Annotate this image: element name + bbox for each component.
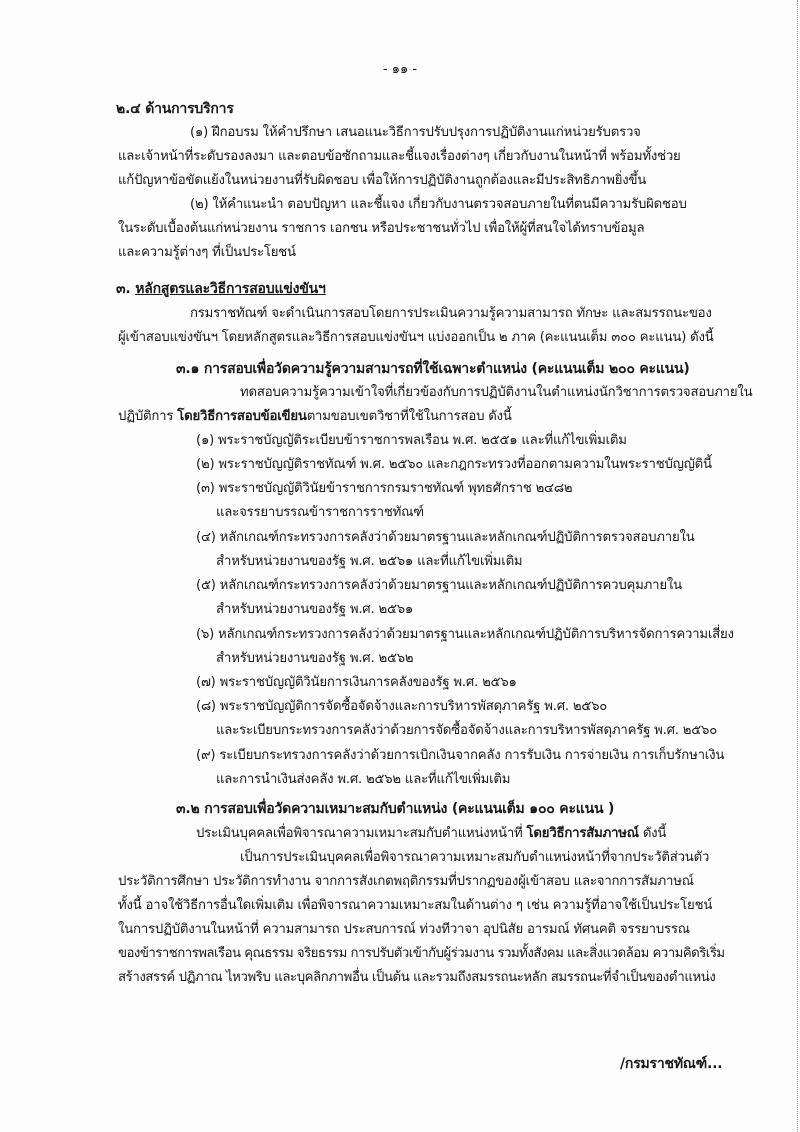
section-3-2-body-line2: ประวัติการศึกษา ประวัติการทำงาน จากการสังเกตพฤติกรรมที่ปรากฏของผู้เข้าสอบ และจากการสัมภาษณ์ (118, 874, 694, 889)
exam-subject-4: (๔) หลักเกณฑ์กระทรวงการคลังว่าด้วยมาตรฐานและหลักเกณฑ์ปฏิบัติการตรวจสอบภายใน (196, 530, 695, 545)
section-2-4-item2-line2: ในระดับเบื้องต้นแก่หน่วยงาน ราชการ เอกชน หรือประชาชนทั่วไป เพื่อให้ผู้ที่สนใจได้ทราบข้อมูล (118, 221, 645, 236)
section-3-intro-line1: กรมราชทัณฑ์ จะดำเนินการสอบโดยการประเมินความรู้ความสามารถ ทักษะ และสมรรถนะของ (190, 306, 712, 321)
written-exam-method: โดยวิธีการสอบข้อเขียน (177, 409, 307, 424)
section-3-2-intro (196, 825, 666, 843)
section-3-1-intro-line2 (118, 408, 512, 426)
exam-subject-7: (๗) พระราชบัญญัติวินัยการเงินการคลังของรัฐ พ.ศ. ๒๕๖๑ (196, 675, 517, 690)
exam-subject-2: (๒) พระราชบัญญัติราชทัณฑ์ พ.ศ. ๒๕๖๐ และกฎกระทรวงที่ออกตามความในพระราชบัญญัตินี้ (196, 457, 712, 472)
page-edge-divider (797, 0, 798, 1132)
exam-subject-9: (๙) ระเบียบกระทรวงการคลังว่าด้วยการเบิกเงินจากคลัง การรับเงิน การจ่ายเงิน การเก็บรักษาเงิน (196, 748, 725, 763)
section-3-2-heading: ๓.๒ การสอบเพื่อวัดความเหมาะสมกับตำแหน่ง (คะแนนเต็ม ๑๐๐ คะแนน ) (176, 801, 615, 817)
section-3-1-intro-line1: ทดสอบความรู้ความเข้าใจที่เกี่ยวข้องกับการปฏิบัติงานในตำแหน่งนักวิชาการตรวจสอบภายใน (240, 385, 753, 400)
exam-subject-6: (๖) หลักเกณฑ์กระทรวงการคลังว่าด้วยมาตรฐานและหลักเกณฑ์ปฏิบัติการบริหารจัดการความเสี่ยง (196, 627, 734, 642)
exam-subject-6-cont: สำหรับหน่วยงานของรัฐ พ.ศ. ๒๕๖๒ (216, 651, 414, 666)
section-2-4-item1-line2: และเจ้าหน้าที่ระดับรองลงมา และตอบข้อซักถามและชี้แจงเรื่องต่างๆ เกี่ยวกับงานในหน้าที่ พร้อมทั้งช่วย (118, 149, 681, 164)
section-3-2-body-line3: ทั้งนี้ อาจใช้วิธีการอื่นใดเพิ่มเติม เพื่อพิจารณาความเหมาะสมในด้านต่าง ๆ เช่น ความรู้ที่อาจใช้เป็นประโยชน์ (118, 898, 713, 913)
exam-subject-1: (๑) พระราชบัญญัติระเบียบข้าราชการพลเรือน พ.ศ. ๒๕๕๑ และที่แก้ไขเพิ่มเติม (196, 433, 627, 448)
continuation-marker: /กรมราชทัณฑ์... (620, 1056, 723, 1072)
section-2-4-item1-line3: แก้ปัญหาข้อขัดแย้งในหน่วยงานที่รับผิดชอบ เพื่อให้การปฏิบัติงานถูกต้องและมีประสิทธิภาพยิ่งขึ้น (118, 173, 647, 188)
exam-subject-8: (๘) พระราชบัญญัติการจัดซื้อจัดจ้างและการบริหารพัสดุภาครัฐ พ.ศ. ๒๕๖๐ (196, 699, 608, 714)
section-3-title: หลักสูตรและวิธีการสอบแข่งขันฯ (135, 281, 326, 297)
section-2-4-item2-line3: และความรู้ต่างๆ ที่เป็นประโยชน์ (118, 245, 296, 260)
intro-prefix: ปฏิบัติการ (118, 409, 178, 424)
section-3-1-heading: ๓.๑ การสอบเพื่อวัดความรู้ความสามารถที่ใช้เฉพาะตำแหน่ง (คะแนนเต็ม ๒๐๐ คะแนน) (176, 361, 690, 377)
intro-prefix: ประเมินบุคคลเพื่อพิจารณาความเหมาะสมกับตำแหน่งหน้าที่ (196, 826, 527, 841)
interview-method: โดยวิธีการสัมภาษณ์ (526, 826, 639, 841)
section-3-2-body-line6: สร้างสรรค์ ปฏิภาณ ไหวพริบ และบุคลิกภาพอื่น เป็นต้น และรวมถึงสมรรถนะหลัก สมรรถนะที่จำเป็นของตำแหน่ง (118, 970, 716, 985)
section-3-intro-line2: ผู้เข้าสอบแข่งขันฯ โดยหลักสูตรและวิธีการสอบแข่งขันฯ แบ่งออกเป็น ๒ ภาค (คะแนนเต็ม ๓๐๐ คะแนน) ดังนี้ (118, 330, 714, 345)
exam-subject-5-cont: สำหรับหน่วยงานของรัฐ พ.ศ. ๒๕๖๑ (216, 602, 414, 617)
section-2-4-heading: ๒.๔ ด้านการบริการ (116, 101, 234, 117)
exam-subject-3-cont: และจรรยาบรรณข้าราชการราชทัณฑ์ (216, 505, 424, 520)
exam-subject-9-cont: และการนำเงินส่งคลัง พ.ศ. ๒๕๖๒ และที่แก้ไขเพิ่มเติม (216, 772, 511, 787)
section-3-2-body-line4: ในการปฏิบัติงานในหน้าที่ ความสามารถ ประสบการณ์ ท่วงทีวาจา อุปนิสัย อารมณ์ ทัศนคติ จรรยาบรรณ (118, 922, 690, 937)
section-3-2-body-line5: ของข้าราชการพลเรือน คุณธรรม จริยธรรม การปรับตัวเข้ากับผู้ร่วมงาน รวมทั้งสังคม และสิ่งแวดล้อม ความคิดริเริ่ม (118, 946, 725, 961)
exam-subject-3: (๓) พระราชบัญญัติวินัยข้าราชการกรมราชทัณฑ์ พุทธศักราช ๒๔๘๒ (196, 481, 573, 496)
section-3-number: ๓. (116, 281, 131, 297)
intro-suffix: ตามขอบเขตวิชาที่ใช้ในการสอบ ดังนี้ (306, 409, 512, 424)
section-3-heading (116, 280, 326, 298)
section-2-4-item2-line1: (๒) ให้คำแนะนำ ตอบปัญหา และชี้แจง เกี่ยวกับงานตรวจสอบภายในที่ตนมีความรับผิดชอบ (190, 197, 687, 212)
exam-subject-5: (๕) หลักเกณฑ์กระทรวงการคลังว่าด้วยมาตรฐานและหลักเกณฑ์ปฏิบัติการควบคุมภายใน (196, 578, 682, 593)
exam-subject-4-cont: สำหรับหน่วยงานของรัฐ พ.ศ. ๒๕๖๑ และที่แก้ไขเพิ่มเติม (216, 554, 523, 569)
exam-subject-8-cont: และระเบียบกระทรวงการคลังว่าด้วยการจัดซื้อจัดจ้างและการบริหารพัสดุภาครัฐ พ.ศ. ๒๕๖๐ (216, 723, 718, 738)
section-3-2-body-line1: เป็นการประเมินบุคคลเพื่อพิจารณาความเหมาะสมกับตำแหน่งหน้าที่จากประวัติส่วนตัว (240, 850, 710, 865)
page-number: - ๑๑ - (382, 62, 418, 77)
section-2-4-item1-line1: (๑) ฝึกอบรม ให้คำปรึกษา เสนอแนะวิธีการปรับปรุงการปฏิบัติงานแก่หน่วยรับตรวจ (190, 125, 641, 140)
intro-suffix: ดังนี้ (638, 826, 667, 841)
